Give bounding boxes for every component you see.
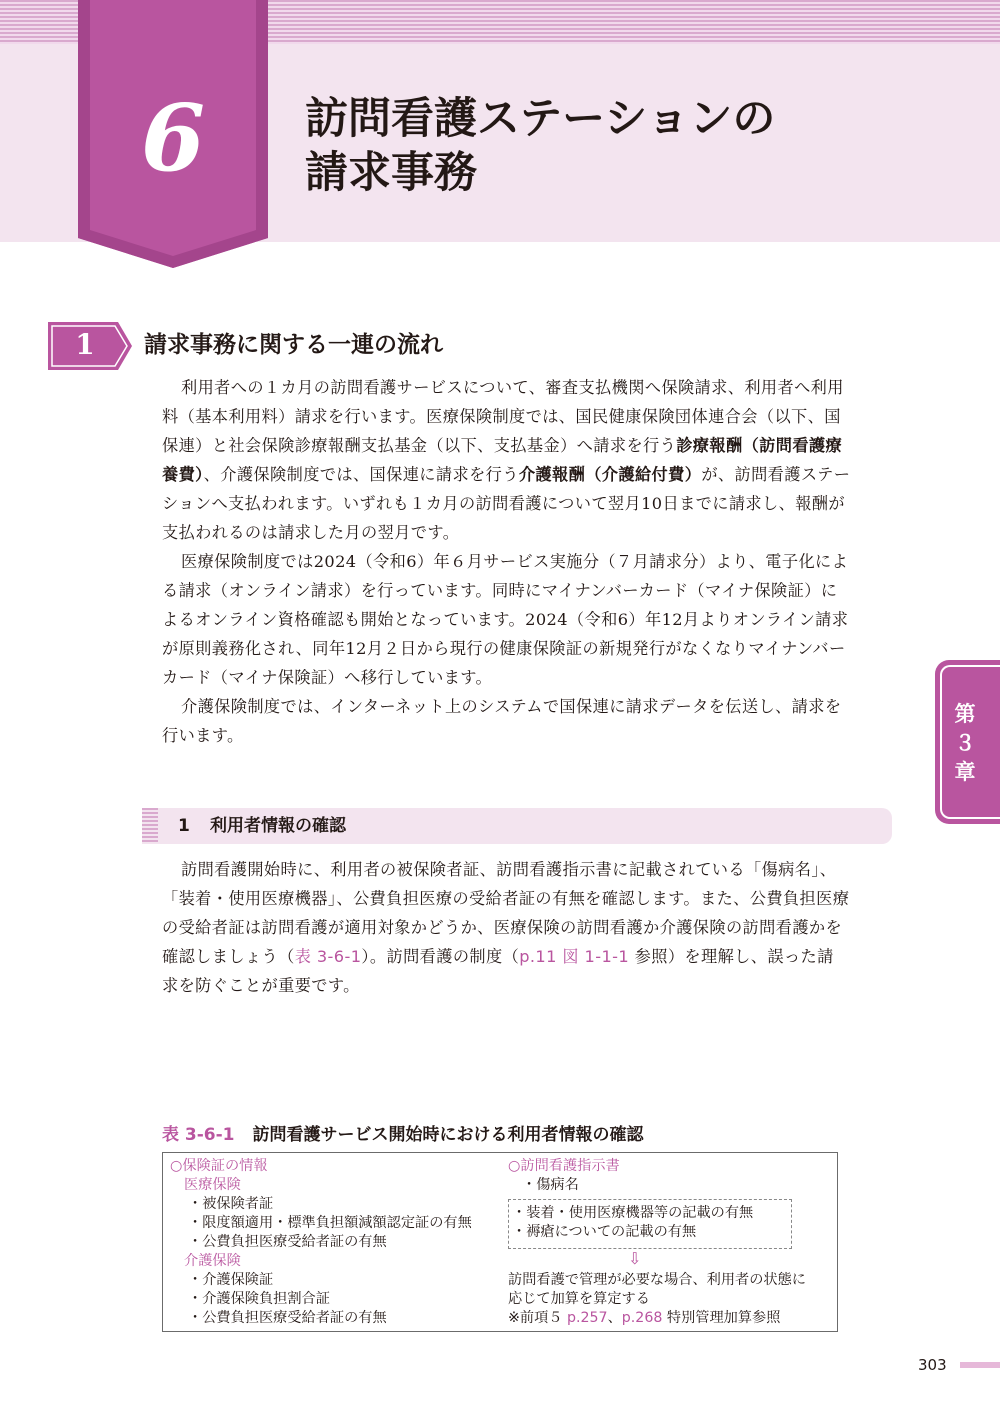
note-line: 応じて加算を算定する [508, 1291, 650, 1307]
paragraph-billing-overview [162, 373, 896, 547]
list-item: ・限度額適用・標準負担額減額認定証の有無 [188, 1215, 472, 1231]
subsection-title: 利用者情報の確認 [210, 816, 346, 836]
text-line: 訪問看護開始時に、利用者の被保険者証、訪問看護指示書に記載されている「傷病名」、 [181, 860, 837, 879]
bold-term-care-fee: 介護報酬（介護給付費） [518, 465, 702, 484]
text-line [162, 460, 896, 489]
text-line [162, 942, 896, 971]
chapter-title [305, 92, 865, 200]
chapter-title-line-1: 訪問看護ステーションの [305, 94, 776, 144]
paragraph-online-billing [162, 547, 896, 692]
bold-term-medical-fee-end: 養費） [162, 465, 204, 484]
table-left-column [170, 1157, 472, 1328]
text-line: 医療保険制度では2024（令和6）年６月サービス実施分（７月請求分）より、電子化によ [181, 552, 849, 571]
figure-reference-link[interactable]: p.11 図 1-1-1 [519, 947, 630, 966]
list-item: ・被保険者証 [188, 1196, 274, 1212]
bold-term-medical-fee: 診療報酬（訪問看護療 [676, 436, 843, 455]
paragraph-care-insurance [162, 692, 896, 750]
table-caption [162, 1122, 644, 1148]
note-line: 訪問看護で管理が必要な場合、利用者の状態に [508, 1272, 806, 1288]
side-tab-char-2: ３ [954, 731, 976, 755]
text-line: の受給者証は訪問看護が適用対象かどうか、医療保険の訪問看護か介護保険の訪問看護かを [162, 918, 843, 937]
subsection-stripes [142, 808, 158, 844]
list-item: ・褥瘡についての記載の有無 [512, 1224, 697, 1240]
list-item: ・介護保険証 [188, 1272, 274, 1288]
table-label: 表 3-6-1 [162, 1125, 235, 1145]
text-span: 保連）と社会保険診療報酬支払基金（以下、支払基金）へ請求を行う [162, 436, 677, 455]
down-arrow-icon: ⇩ [628, 1249, 642, 1268]
text-span: ）。訪問看護の制度（ [361, 947, 520, 966]
text-span: 特別管理加算参照 [662, 1310, 781, 1326]
section-title: 請求事務に関する一連の流れ [144, 332, 443, 358]
page-number: 303 [918, 1356, 947, 1374]
side-tab-char-1: 第 [954, 702, 976, 726]
chapter-number: 6 [140, 84, 205, 192]
text-span: ※前項５ [508, 1310, 567, 1326]
side-tab-label [935, 700, 995, 787]
text-line: る請求（オンライン請求）を行っています。同時にマイナンバーカード（マイナ保険証）に [162, 581, 838, 600]
page-reference-link[interactable]: p.257 [566, 1310, 608, 1326]
text-line: が原則義務化され、同年12月２日から現行の健康保険証の新規発行がなくなりマイナンバー [162, 639, 846, 658]
chapter-title-line-2: 請求事務 [305, 148, 477, 198]
subsection-number: 1 [178, 816, 190, 836]
text-line [162, 431, 896, 460]
text-span: 、介護保険制度では、国保連に請求を行う [203, 465, 519, 484]
list-item: ・公費負担医療受給者証の有無 [188, 1310, 387, 1326]
page-reference-link[interactable]: p.268 [621, 1310, 663, 1326]
text-span: が、訪問看護ステー [701, 465, 851, 484]
table-right-column-note [508, 1271, 806, 1328]
table-title: 訪問看護サービス開始時における利用者情報の確認 [252, 1125, 644, 1145]
text-line: 介護保険制度では、インターネット上のシステムで国保連に請求データを伝送し、請求を [181, 697, 842, 716]
text-line: カード（マイナ保険証）へ移行しています。 [162, 668, 493, 687]
insurance-info-heading: ○保険証の情報 [170, 1158, 268, 1174]
paragraph-user-info [162, 855, 896, 1000]
list-item: ・介護保険負担割合証 [188, 1291, 330, 1307]
list-item: ・装着・使用医療機器等の記載の有無 [512, 1205, 754, 1221]
text-line: 「装着・使用医療機器」、公費負担医療の受給者証の有無を確認します。また、公費負担医療 [162, 889, 850, 908]
chapter-side-tab[interactable] [935, 660, 1000, 824]
page-number-bar [960, 1362, 1000, 1368]
text-span: 、 [607, 1310, 622, 1326]
dashed-box-items [512, 1204, 753, 1242]
text-line: 行います。 [162, 726, 244, 745]
text-line: 料（基本利用料）請求を行います。医療保険制度では、国民健康保険団体連合会（以下、国 [162, 407, 841, 426]
text-span: 確認しましょう（ [162, 947, 295, 966]
list-item: ・傷病名 [522, 1177, 579, 1193]
table-right-column-top [508, 1157, 620, 1195]
list-item: ・公費負担医療受給者証の有無 [188, 1234, 387, 1250]
text-line: ションへ支払われます。いずれも１カ月の訪問看護について翌月10日までに請求し、報酬が [162, 494, 845, 513]
text-line: 求を防ぐことが重要です。 [162, 976, 360, 995]
instruction-sheet-heading: ○訪問看護指示書 [508, 1158, 620, 1174]
text-line: 支払われるのは請求した月の翌月です。 [162, 523, 460, 542]
table-reference-link[interactable]: 表 3-6-1 [294, 947, 362, 966]
section-number: 1 [75, 328, 95, 361]
medical-insurance-heading: 医療保険 [184, 1177, 241, 1193]
care-insurance-heading: 介護保険 [184, 1253, 241, 1269]
subsection-heading [142, 808, 892, 844]
text-span: 参照）を理解し、誤った請 [629, 947, 834, 966]
text-line: よるオンライン資格確認も開始となっています。2024（令和6）年12月よりオンライン請求 [162, 610, 849, 629]
note-line [508, 1309, 806, 1328]
side-tab-char-3: 章 [954, 760, 976, 784]
text-line: 利用者への１カ月の訪問看護サービスについて、審査支払機関へ保険請求、利用者へ利用 [181, 378, 844, 397]
